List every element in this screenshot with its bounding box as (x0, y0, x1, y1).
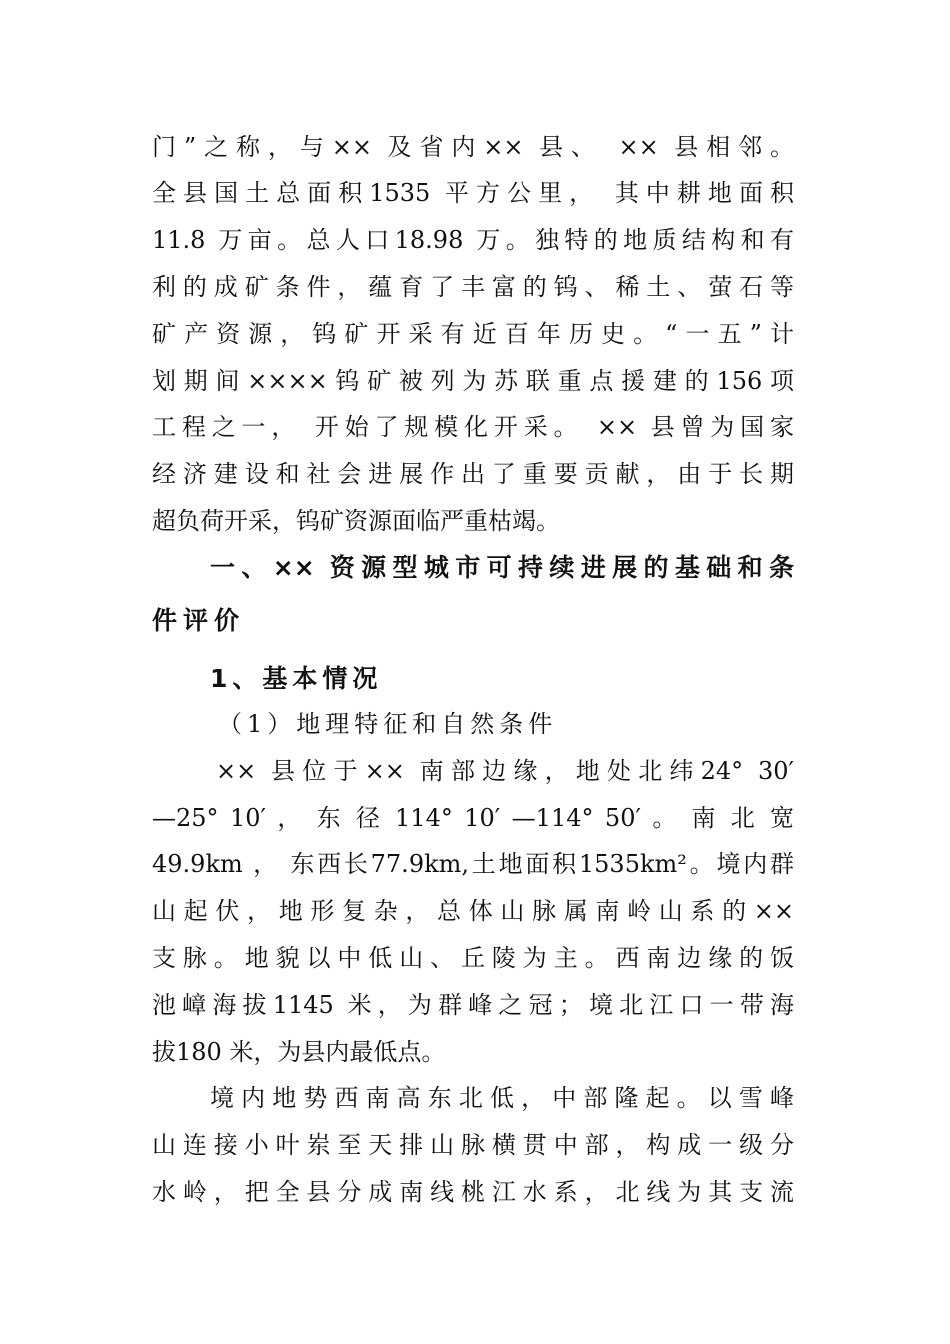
paragraph-line: 门”之称，与×× 及省内×× 县、 ×× 县相邻。 (152, 133, 794, 161)
section-heading-continued: 件评价 (152, 606, 246, 635)
subsection-heading: 1、基本情况 (210, 664, 383, 693)
paragraph-line: 划期间××××钨矿被列为苏联重点援建的156项 (152, 367, 794, 395)
paragraph-line: —25° 10′ ， 东 径 114° 10′ —114° 50′ 。 南 北 宽 (152, 804, 794, 832)
paragraph-line: ×× 县位于×× 南部边缘，地处北纬24° 30′ (216, 757, 794, 785)
paragraph-line: 支脉。地貌以中低山、丘陵为主。西南边缘的饭 (152, 944, 794, 972)
paragraph-line: 山起伏，地形复杂，总体山脉属南岭山系的×× (152, 897, 794, 925)
paragraph-line: 超负荷开采，钨矿资源面临严重枯竭。 (152, 507, 560, 535)
paragraph-line: 全县国土总面积1535 平方公里， 其中耕地面积 (152, 179, 794, 207)
paragraph-line: 利的成矿条件，蕴育了丰富的钨、稀土、萤石等 (152, 273, 794, 301)
paragraph-line: 工程之一， 开始了规模化开采。 ×× 县曾为国家 (152, 413, 794, 441)
paragraph-line: 池嶂海拔1145 米，为群峰之冠；境北江口一带海 (152, 991, 794, 1019)
paragraph-line: 11.8 万亩。总人口18.98 万。独特的地质结构和有 (152, 226, 794, 254)
paragraph-line: 山连接小叶岽至天排山脉横贯中部，构成一级分 (152, 1131, 794, 1159)
sub-subsection-heading: （1）地理特征和自然条件 (218, 710, 558, 738)
section-heading: 一、×× 资源型城市可持续进展的基础和条 (210, 553, 794, 582)
paragraph-line: 水岭，把全县分成南线桃江水系，北线为其支流 (152, 1178, 794, 1206)
paragraph-line: 矿产资源，钨矿开采有近百年历史。“一五”计 (152, 320, 794, 348)
paragraph-line: 经济建设和社会进展作出了重要贡献，由于长期 (152, 460, 794, 488)
paragraph-line: 拔180 米，为县内最低点。 (152, 1038, 446, 1066)
paragraph-line: 境内地势西南高东北低，中部隆起。以雪峰 (210, 1084, 794, 1112)
paragraph-line: 49.9km ， 东西长77.9km,土地面积1535km²。境内群 (152, 850, 794, 878)
